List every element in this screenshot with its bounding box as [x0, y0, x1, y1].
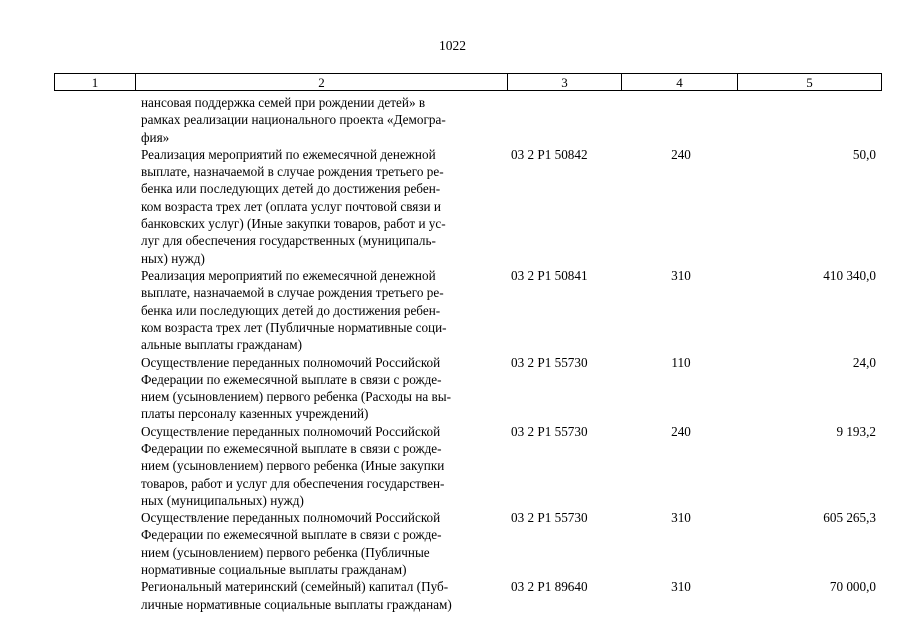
expense-item-name	[141, 267, 501, 353]
expense-type-code: 110	[671, 354, 691, 370]
expense-item-text-line: Осуществление переданных полномочий Российской	[141, 510, 441, 526]
column-header-row	[55, 74, 882, 91]
expense-item-text-line: бенка или последующих детей до достижения ребен-	[141, 302, 441, 318]
table-row	[0, 267, 905, 354]
table-row	[0, 423, 905, 510]
expense-type-code: 240	[671, 423, 691, 439]
expense-item-text-line: ком возраста трех лет (Публичные нормативные соци-	[141, 319, 447, 335]
amount-value: 9 193,2	[836, 423, 876, 439]
column-header-3: 3	[508, 74, 622, 91]
expense-item-text-line: ных (муниципальных) нужд)	[141, 492, 304, 508]
expense-item-text-line: Федерации по ежемесячной выплате в связи с рожде-	[141, 527, 442, 543]
expense-item-text-line: нормативные социальные выплаты гражданам)	[141, 562, 407, 578]
expense-type-code: 310	[671, 579, 691, 595]
budget-classification-code: 03 2 P1 55730	[511, 510, 588, 526]
amount-value: 50,0	[852, 146, 876, 162]
expense-item-text-line: альные выплаты гражданам)	[141, 337, 302, 353]
expense-item-text-line: рамках реализации национального проекта «Демогра-	[141, 112, 446, 128]
expense-item-text-line: нием (усыновлением) первого ребенка (Расходы на вы-	[141, 389, 452, 405]
expense-item-text-line: фия»	[141, 129, 170, 145]
budget-classification-code: 03 2 P1 55730	[511, 354, 588, 370]
expense-item-text-line: нансовая поддержка семей при рождении детей» в	[141, 95, 426, 110]
expense-item-text-line: Федерации по ежемесячной выплате в связи с рожде-	[141, 440, 442, 456]
budget-classification-code: 03 2 P1 50841	[511, 268, 588, 283]
page-number: 1022	[439, 38, 466, 53]
budget-classification-code: 03 2 P1 50842	[511, 146, 588, 162]
expense-item-text-line: Федерации по ежемесячной выплате в связи с рожде-	[141, 371, 442, 387]
expense-item-text-line: товаров, работ и услуг для обеспечения государствен-	[141, 475, 445, 491]
column-header-1: 1	[55, 74, 136, 91]
table-row	[0, 94, 905, 146]
column-header-table	[54, 73, 882, 91]
expense-item-text-line: банковских услуг) (Иные закупки товаров, работ и ус-	[141, 216, 446, 232]
column-header-4: 4	[622, 74, 738, 91]
budget-classification-code: 03 2 P1 89640	[511, 579, 588, 595]
expense-item-text-line: выплате, назначаемой в случае рождения третьего ре-	[141, 285, 444, 301]
expense-item-name	[141, 578, 501, 613]
expense-item-text-line: платы персоналу казенных учреждений)	[141, 406, 369, 422]
budget-classification-code: 03 2 P1 55730	[511, 423, 588, 439]
expense-item-text-line: Реализация мероприятий по ежемесячной денежной	[141, 146, 436, 162]
expense-item-name	[141, 94, 501, 146]
expense-item-text-line: личные нормативные социальные выплаты гражданам)	[141, 596, 452, 612]
table-row	[0, 146, 905, 267]
expense-item-text-line: нием (усыновлением) первого ребенка (Иные закупки	[141, 458, 445, 474]
amount-value: 24,0	[852, 354, 876, 370]
column-header-2: 2	[136, 74, 508, 91]
expense-item-text-line: луг для обеспечения государственных (муниципаль-	[141, 233, 436, 249]
expense-type-code: 310	[671, 268, 691, 283]
expense-item-text-line: ком возраста трех лет (оплата услуг почтовой связи и	[141, 198, 441, 214]
expense-item-text-line: нием (усыновлением) первого ребенка (Публичные	[141, 544, 430, 560]
expense-item-text-line: Реализация мероприятий по ежемесячной денежной	[141, 268, 436, 283]
expense-item-text-line: Осуществление переданных полномочий Российской	[141, 423, 441, 439]
expense-item-text-line: выплате, назначаемой в случае рождения третьего ре-	[141, 164, 444, 180]
expense-item-name	[141, 354, 501, 423]
column-header-5: 5	[738, 74, 882, 91]
expense-item-name	[141, 423, 501, 509]
expense-item-name	[141, 146, 501, 267]
expense-item-name	[141, 509, 501, 578]
expense-item-text-line: бенка или последующих детей до достижения ребен-	[141, 181, 441, 197]
amount-value: 605 265,3	[823, 510, 876, 526]
expense-item-text-line: Осуществление переданных полномочий Российской	[141, 354, 441, 370]
table-row	[0, 578, 905, 613]
table-row	[0, 509, 905, 578]
expense-type-code: 240	[671, 146, 691, 162]
amount-value: 410 340,0	[823, 268, 876, 283]
expense-type-code: 310	[671, 510, 691, 526]
expense-item-text-line: ных) нужд)	[141, 250, 205, 266]
table-row	[0, 354, 905, 423]
expense-item-text-line: Региональный материнский (семейный) капитал (Пуб-	[141, 579, 449, 595]
amount-value: 70 000,0	[829, 579, 876, 595]
